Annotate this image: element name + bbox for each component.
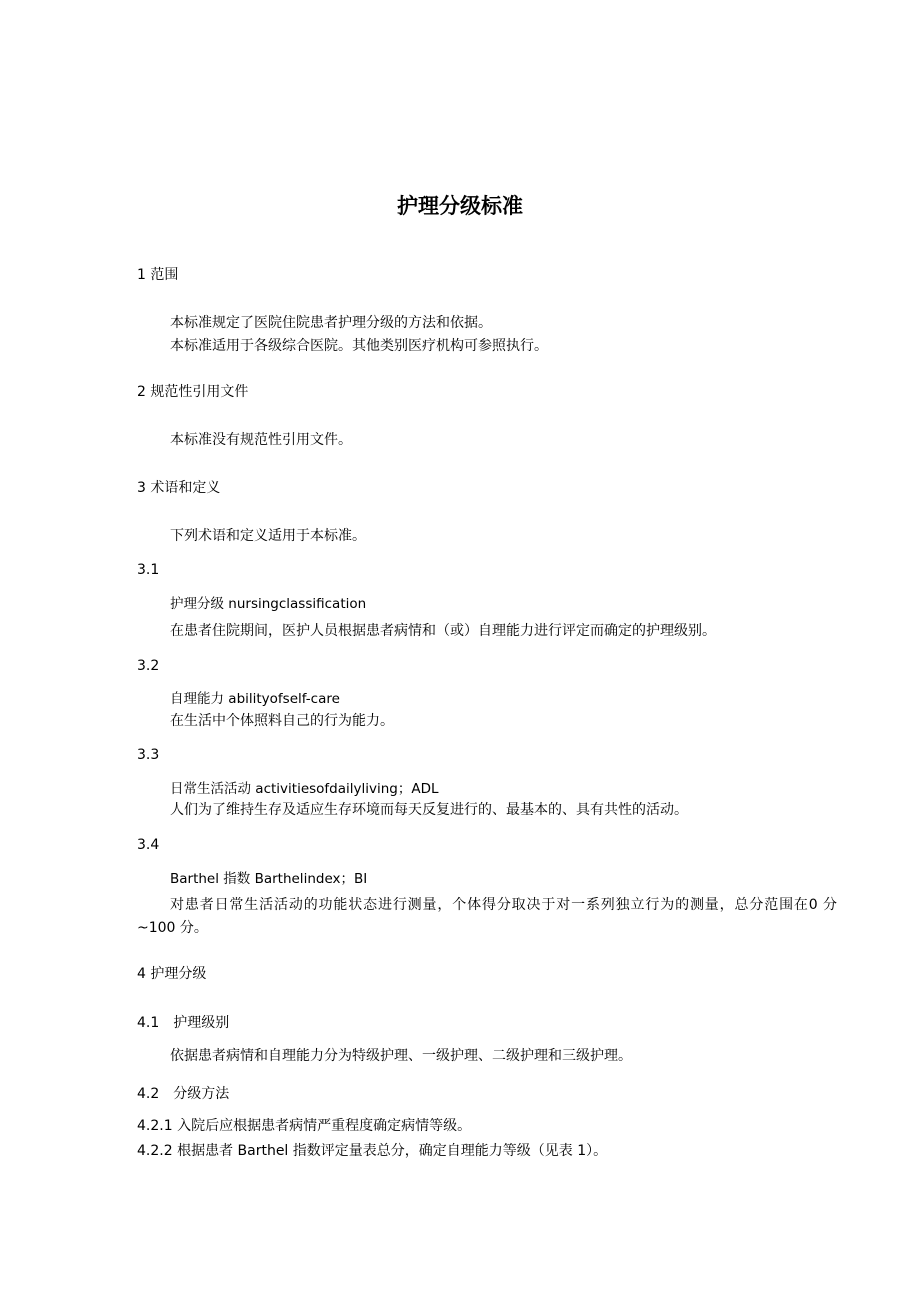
section-2-paragraph-1: 本标准没有规范性引用文件。 bbox=[170, 432, 352, 448]
section-2-heading: 2 规范性引用文件 bbox=[137, 384, 249, 400]
term-3-4-number: 3.4 bbox=[137, 837, 160, 853]
term-3-2-name: 自理能力 abilityofself-care bbox=[170, 691, 340, 707]
term-3-2-number: 3.2 bbox=[137, 658, 160, 674]
term-3-4-name: Barthel 指数 Barthelindex；BI bbox=[170, 871, 368, 887]
section-1-paragraph-1: 本标准规定了医院住院患者护理分级的方法和依据。 bbox=[170, 315, 492, 331]
section-4-2-item-2: 4.2.2 根据患者 Barthel 指数评定量表总分，确定自理能力等级（见表 1）。 bbox=[137, 1143, 608, 1159]
section-4-2-heading: 4.2 分级方法 bbox=[137, 1086, 230, 1102]
section-4-2-item-1: 4.2.1 入院后应根据患者病情严重程度确定病情等级。 bbox=[137, 1118, 472, 1134]
term-3-4-definition: 对患者日常生活活动的功能状态进行测量，个体得分取决于对一系列独立行为的测量，总分范围在0 分~100 分。 bbox=[137, 897, 837, 936]
term-3-1-number: 3.1 bbox=[137, 562, 160, 578]
term-3-2-definition: 在生活中个体照料自己的行为能力。 bbox=[170, 713, 394, 729]
document-title: 护理分级标准 bbox=[397, 194, 523, 218]
section-1-heading: 1 范围 bbox=[137, 267, 179, 283]
term-3-3-name: 日常生活活动 activitiesofdailyliving；ADL bbox=[170, 781, 439, 797]
section-4-1-heading: 4.1 护理级别 bbox=[137, 1015, 230, 1031]
section-3-paragraph-1: 下列术语和定义适用于本标准。 bbox=[170, 528, 366, 544]
section-4-1-paragraph-1: 依据患者病情和自理能力分为特级护理、一级护理、二级护理和三级护理。 bbox=[170, 1048, 632, 1064]
section-1-paragraph-2: 本标准适用于各级综合医院。其他类别医疗机构可参照执行。 bbox=[170, 338, 548, 354]
section-3-heading: 3 术语和定义 bbox=[137, 480, 221, 496]
term-3-3-definition: 人们为了维持生存及适应生存环境而每天反复进行的、最基本的、具有共性的活动。 bbox=[170, 802, 688, 818]
term-3-3-number: 3.3 bbox=[137, 747, 160, 763]
term-3-1-name: 护理分级 nursingclassification bbox=[170, 596, 367, 612]
section-4-heading: 4 护理分级 bbox=[137, 966, 207, 982]
term-3-1-definition: 在患者住院期间，医护人员根据患者病情和（或）自理能力进行评定而确定的护理级别。 bbox=[170, 623, 716, 639]
